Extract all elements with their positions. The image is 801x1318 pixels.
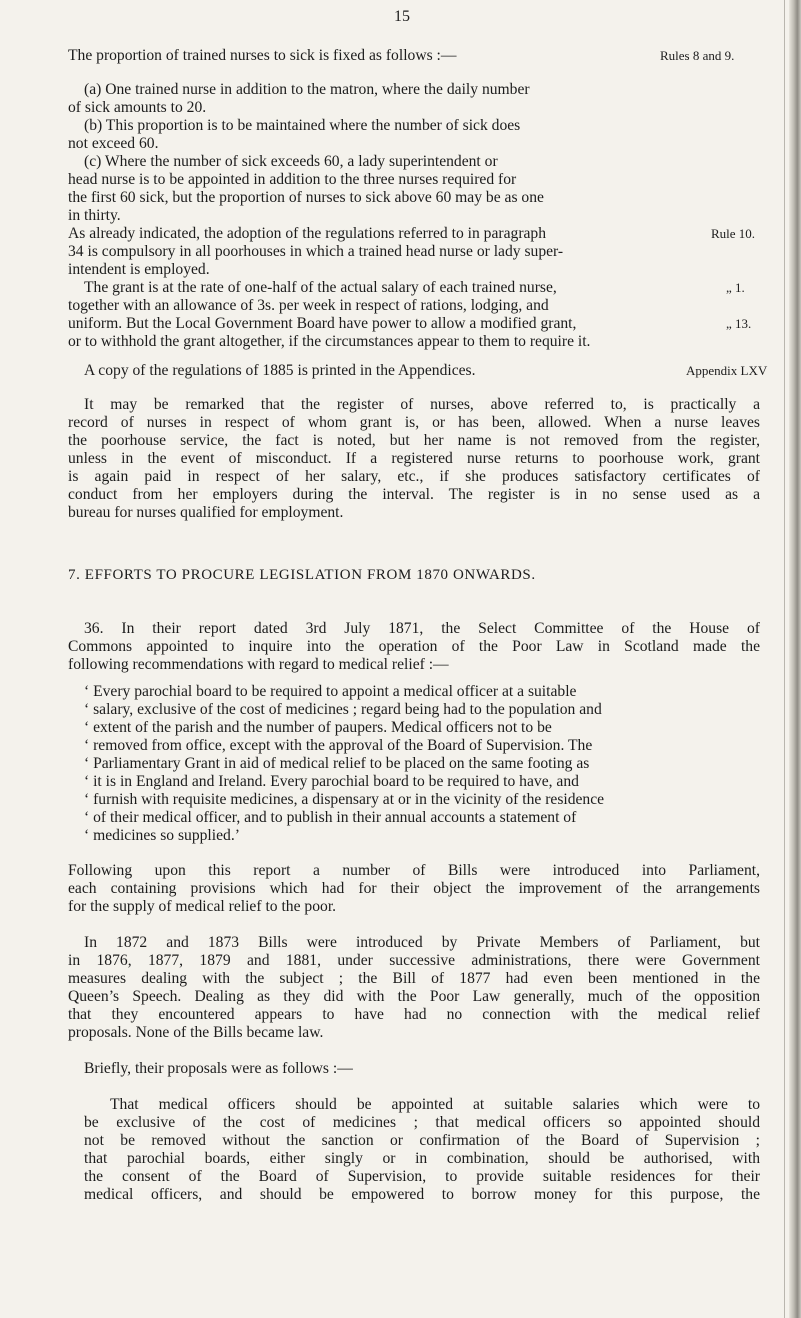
para-line: the first 60 sick, but the proportion of nurses to sick above 60 may be as one: [68, 189, 544, 206]
para-line: the poorhouse service, the fact is noted, but her name is not removed from the register,: [68, 432, 760, 449]
quote-line: ‘ removed from office, except with the approval of the Board of Supervision. The: [84, 737, 593, 754]
para-line: medical officers, and should be empowered to borrow money for this purpose, the: [84, 1186, 760, 1203]
quote-line: ‘ of their medical officer, and to publish in their annual accounts a statement of: [84, 809, 577, 826]
para-line: for the supply of medical relief to the poor.: [68, 898, 337, 915]
para-line: The grant is at the rate of one-half of the actual salary of each trained nurse,: [84, 279, 557, 296]
para-line: not exceed 60.: [68, 135, 159, 152]
para-line: the consent of the Board of Supervision, to provide suitable residences for their: [84, 1168, 760, 1185]
page-edge-shadow: [789, 0, 801, 1318]
quote-line: ‘ Parliamentary Grant in aid of medical relief to be placed on the same footing as: [84, 755, 590, 772]
para-line: is again paid in respect of her salary, etc., if she produces satisfactory certificates of: [68, 468, 760, 485]
para-line: that they encountered appears to have had no connection with the medical relief: [68, 1006, 760, 1023]
para-line: (b) This proportion is to be maintained where the number of sick does: [84, 117, 521, 134]
para-line: uniform. But the Local Government Board have power to allow a modified grant,: [68, 315, 577, 332]
para-line: in 1876, 1877, 1879 and 1881, under successive administrations, there were Government: [68, 952, 760, 969]
para-line: not be removed without the sanction or confirmation of the Board of Supervision ;: [84, 1132, 760, 1149]
para-line: (c) Where the number of sick exceeds 60, a lady superintendent or: [84, 153, 498, 170]
quote-line: ‘ extent of the parish and the number of paupers. Medical officers not to be: [84, 719, 552, 736]
para-line: As already indicated, the adoption of the regulations referred to in paragraph: [68, 225, 547, 242]
margin-note-rule-10: Rule 10.: [711, 226, 756, 241]
margin-note-rules-8-9: Rules 8 and 9.: [660, 48, 735, 63]
para-line: head nurse is to be appointed in addition to the three nurses required for: [68, 171, 517, 188]
quote-line: ‘ Every parochial board to be required to appoint a medical officer at a suitable: [84, 683, 577, 700]
margin-note-rule-13: „ 13.: [726, 316, 752, 331]
para-line: of sick amounts to 20.: [68, 99, 207, 116]
para-line: A copy of the regulations of 1885 is printed in the Appendices.: [84, 362, 476, 379]
para-line: It may be remarked that the register of nurses, above referred to, is practically a: [84, 396, 760, 413]
para-line: (a) One trained nurse in addition to the matron, where the daily number: [84, 81, 530, 98]
para-line: Briefly, their proposals were as follows :—: [84, 1060, 353, 1077]
para-line: proposals. None of the Bills became law.: [68, 1024, 324, 1041]
quote-line: ‘ it is in England and Ireland. Every parochial board to be required to have, and: [84, 773, 579, 790]
para-line: together with an allowance of 3s. per week in respect of rations, lodging, and: [68, 297, 549, 314]
para-line: That medical officers should be appointed at suitable salaries which were to: [110, 1096, 760, 1113]
para-line: that parochial boards, either singly or in combination, should be authorised, with: [84, 1150, 760, 1167]
section-heading: 7. EFFORTS TO PROCURE LEGISLATION FROM 1870 ONWARDS.: [68, 567, 536, 583]
para-line: record of nurses in respect of whom grant is, or has been, allowed. When a nurse leaves: [68, 414, 760, 431]
para-line: Following upon this report a number of Bills were introduced into Parliament,: [68, 862, 760, 879]
para-line: 36. In their report dated 3rd July 1871, the Select Committee of the House of: [84, 620, 760, 637]
margin-note-rule-1: „ 1.: [726, 280, 745, 295]
para-line: In 1872 and 1873 Bills were introduced by Private Members of Parliament, but: [84, 934, 760, 951]
quote-line: ‘ medicines so supplied.’: [84, 827, 240, 844]
para-line: Commons appointed to inquire into the operation of the Poor Law in Scotland made the: [68, 638, 760, 655]
page-number: 15: [394, 8, 410, 25]
para-line: measures dealing with the subject ; the Bill of 1877 had even been mentioned in the: [68, 970, 760, 987]
para-line: following recommendations with regard to medical relief :—: [68, 656, 449, 673]
para-line: unless in the event of misconduct. If a registered nurse returns to poorhouse work, grant: [68, 450, 760, 467]
margin-note-appendix: Appendix LXV: [686, 363, 768, 378]
para-line: in thirty.: [68, 207, 121, 224]
para-line: conduct from her employers during the interval. The register is in no sense used as a: [68, 486, 760, 503]
para-line: be exclusive of the cost of medicines ; that medical officers so appointed should: [84, 1114, 760, 1131]
page-edge-line: [784, 0, 785, 1318]
para-line: Queen’s Speech. Dealing as they did with the Poor Law generally, much of the opposition: [68, 988, 760, 1005]
quote-line: ‘ furnish with requisite medicines, a dispensary at or in the vicinity of the residence: [84, 791, 605, 808]
para-line: 34 is compulsory in all poorhouses in which a trained head nurse or lady super-: [68, 243, 564, 260]
para-line: The proportion of trained nurses to sick is fixed as follows :—: [68, 47, 457, 64]
para-line: intendent is employed.: [68, 261, 210, 278]
quote-line: ‘ salary, exclusive of the cost of medicines ; regard being had to the population and: [84, 701, 602, 718]
para-line: each containing provisions which had for their object the improvement of the arrangements: [68, 880, 760, 897]
para-line: or to withhold the grant altogether, if the circumstances appear to them to require it.: [68, 333, 591, 350]
para-line: bureau for nurses qualified for employment.: [68, 504, 344, 521]
